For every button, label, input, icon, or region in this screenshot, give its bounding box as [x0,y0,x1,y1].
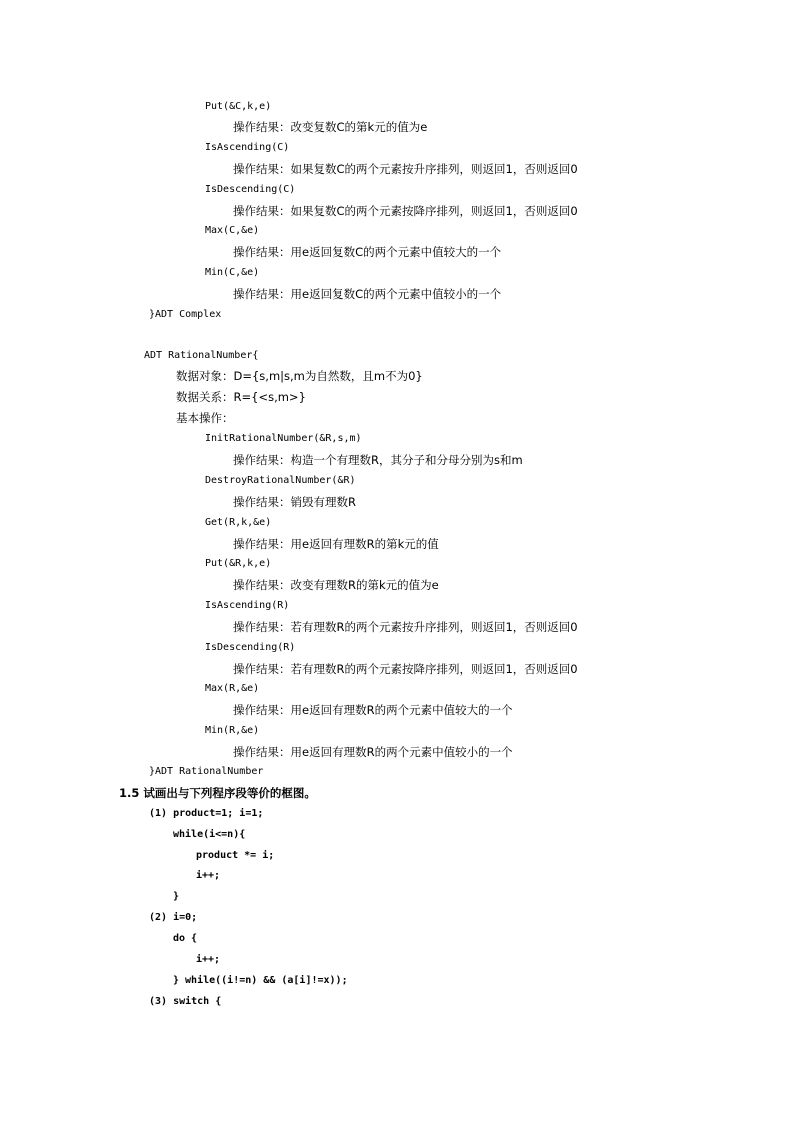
rational-op-put-signature: Put(&R,k,e) [205,558,272,569]
rational-op-init-signature: InitRationalNumber(&R,s,m) [205,433,362,444]
rational-data-object: 数据对象：D={s,m|s,m为自然数，且m不为0} [176,369,423,383]
rational-op-isascending-result: 操作结果：若有理数R的两个元素按升序排列，则返回1，否则返回0 [233,620,578,634]
program-3-label: (3) switch { [149,996,222,1007]
program-1-while: while(i<=n){ [173,829,246,840]
exercise-1-5-title: 1.5 试画出与下列程序段等价的框图。 [119,786,316,800]
complex-op-put-result: 操作结果：改变复数C的第k元的值为e [233,120,428,134]
complex-adt-end: }ADT Complex [149,309,222,320]
rational-op-max-signature: Max(R,&e) [205,683,260,694]
rational-op-max-result: 操作结果：用e返回有理数R的两个元素中值较大的一个 [233,703,513,717]
rational-op-init-result: 操作结果：构造一个有理数R，其分子和分母分别为s和m [233,453,523,467]
rational-adt-header: ADT RationalNumber{ [144,350,259,361]
complex-op-min-result: 操作结果：用e返回复数C的两个元素中值较小的一个 [233,287,502,301]
program-2-body: i++; [196,954,221,965]
complex-op-isdescending-result: 操作结果：如果复数C的两个元素按降序排列，则返回1，否则返回0 [233,204,578,218]
rational-op-isdescending-result: 操作结果：若有理数R的两个元素按降序排列，则返回1，否则返回0 [233,662,578,676]
rational-op-min-result: 操作结果：用e返回有理数R的两个元素中值较小的一个 [233,745,513,759]
complex-op-max-signature: Max(C,&e) [205,225,260,236]
program-1-close: } [173,891,180,902]
complex-op-put-signature: Put(&C,k,e) [205,101,272,112]
program-1-label: (1) product=1; i=1; [149,808,264,819]
rational-data-relation: 数据关系：R={<s,m>} [176,390,306,404]
program-2-do: do { [173,933,198,944]
complex-op-isdescending-signature: IsDescending(C) [205,184,296,195]
complex-op-isascending-result: 操作结果：如果复数C的两个元素按升序排列，则返回1，否则返回0 [233,162,578,176]
program-2-while-end: } while((i!=n) && (a[i]!=x)); [173,975,348,986]
rational-op-put-result: 操作结果：改变有理数R的第k元的值为e [233,578,439,592]
program-1-body-increment: i++; [196,870,221,881]
rational-op-isascending-signature: IsAscending(R) [205,600,290,611]
rational-basic-ops-label: 基本操作： [176,411,234,425]
complex-op-isascending-signature: IsAscending(C) [205,142,290,153]
rational-adt-end: }ADT RationalNumber [149,766,264,777]
rational-op-isdescending-signature: IsDescending(R) [205,642,296,653]
complex-op-min-signature: Min(C,&e) [205,267,260,278]
rational-op-min-signature: Min(R,&e) [205,725,260,736]
program-1-body-product: product *= i; [196,850,275,861]
rational-op-get-signature: Get(R,k,&e) [205,517,272,528]
rational-op-destroy-signature: DestroyRationalNumber(&R) [205,475,356,486]
rational-op-destroy-result: 操作结果：销毁有理数R [233,495,356,509]
complex-op-max-result: 操作结果：用e返回复数C的两个元素中值较大的一个 [233,245,502,259]
program-2-label: (2) i=0; [149,912,198,923]
rational-op-get-result: 操作结果：用e返回有理数R的第k元的值 [233,537,439,551]
